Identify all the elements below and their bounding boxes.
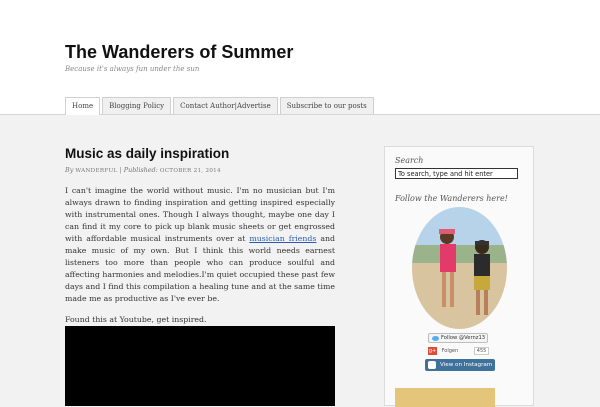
instagram-label: View on Instagram	[440, 362, 493, 368]
site-title[interactable]: The Wanderers of Summer	[65, 42, 294, 62]
post-body	[65, 185, 335, 305]
search-label: Search	[395, 156, 424, 165]
body-text-1: I can't imagine the world without music. I'm no musician but I'm always drawn to finding inspiration and getting inspired especially with instrumental ones. Though I always thought, maybe one day I can find it my core to pick up blank music sheets or get engrossed with affordable musical instruments over at	[65, 186, 335, 244]
sidebar-banner-image[interactable]	[395, 388, 495, 407]
google-plus-label: Folgen	[441, 348, 459, 354]
google-plus-icon: g+	[428, 347, 437, 354]
search-input[interactable]	[395, 168, 518, 179]
follow-label: Follow the Wanderers here!	[395, 194, 508, 203]
google-plus-follow-button[interactable]	[428, 346, 488, 356]
kids-beach-photo	[412, 207, 507, 329]
twitter-follow-button[interactable]	[428, 333, 488, 343]
twitter-bird-icon	[432, 336, 439, 341]
body-text-2: and make music of my own. But I think this world needs earnest listeners too more than people who can produce soulful and affecting harmonies and melodies.I'm quiet occupied these past few days and I find this compilation a healing tune and at the same time made me as productive as I've ever be.	[65, 234, 336, 304]
post-author[interactable]: WANDERFUL	[75, 168, 118, 174]
google-plus-count: 455	[474, 347, 490, 355]
post-note: Found this at Youtube, get inspired.	[65, 315, 207, 325]
nav-item-subscribe[interactable]: Subscribe to our posts	[280, 97, 374, 114]
post-article	[65, 146, 335, 324]
beach-photo-illustration	[412, 207, 507, 329]
twitter-follow-label: Follow @Vernz13	[441, 335, 486, 341]
post-date: OCTOBER 21, 2014	[159, 168, 221, 174]
main-nav	[65, 97, 376, 114]
instagram-button[interactable]	[425, 359, 495, 371]
musician-friends-link[interactable]: musician friends	[249, 234, 317, 244]
site-header	[0, 0, 600, 115]
sidebar	[384, 146, 534, 406]
instagram-icon	[428, 361, 436, 369]
youtube-video-embed[interactable]	[65, 326, 335, 406]
post-meta	[65, 166, 335, 174]
meta-by: By	[65, 166, 74, 174]
nav-item-contact-author[interactable]: Contact Author|Advertise	[173, 97, 278, 114]
meta-separator: | Published:	[117, 166, 160, 174]
nav-item-blogging-policy[interactable]: Blogging Policy	[102, 97, 171, 114]
post-title[interactable]: Music as daily inspiration	[65, 146, 230, 161]
site-description: Because it's always fun under the sun	[65, 65, 200, 73]
nav-item-home[interactable]: Home	[65, 97, 100, 115]
